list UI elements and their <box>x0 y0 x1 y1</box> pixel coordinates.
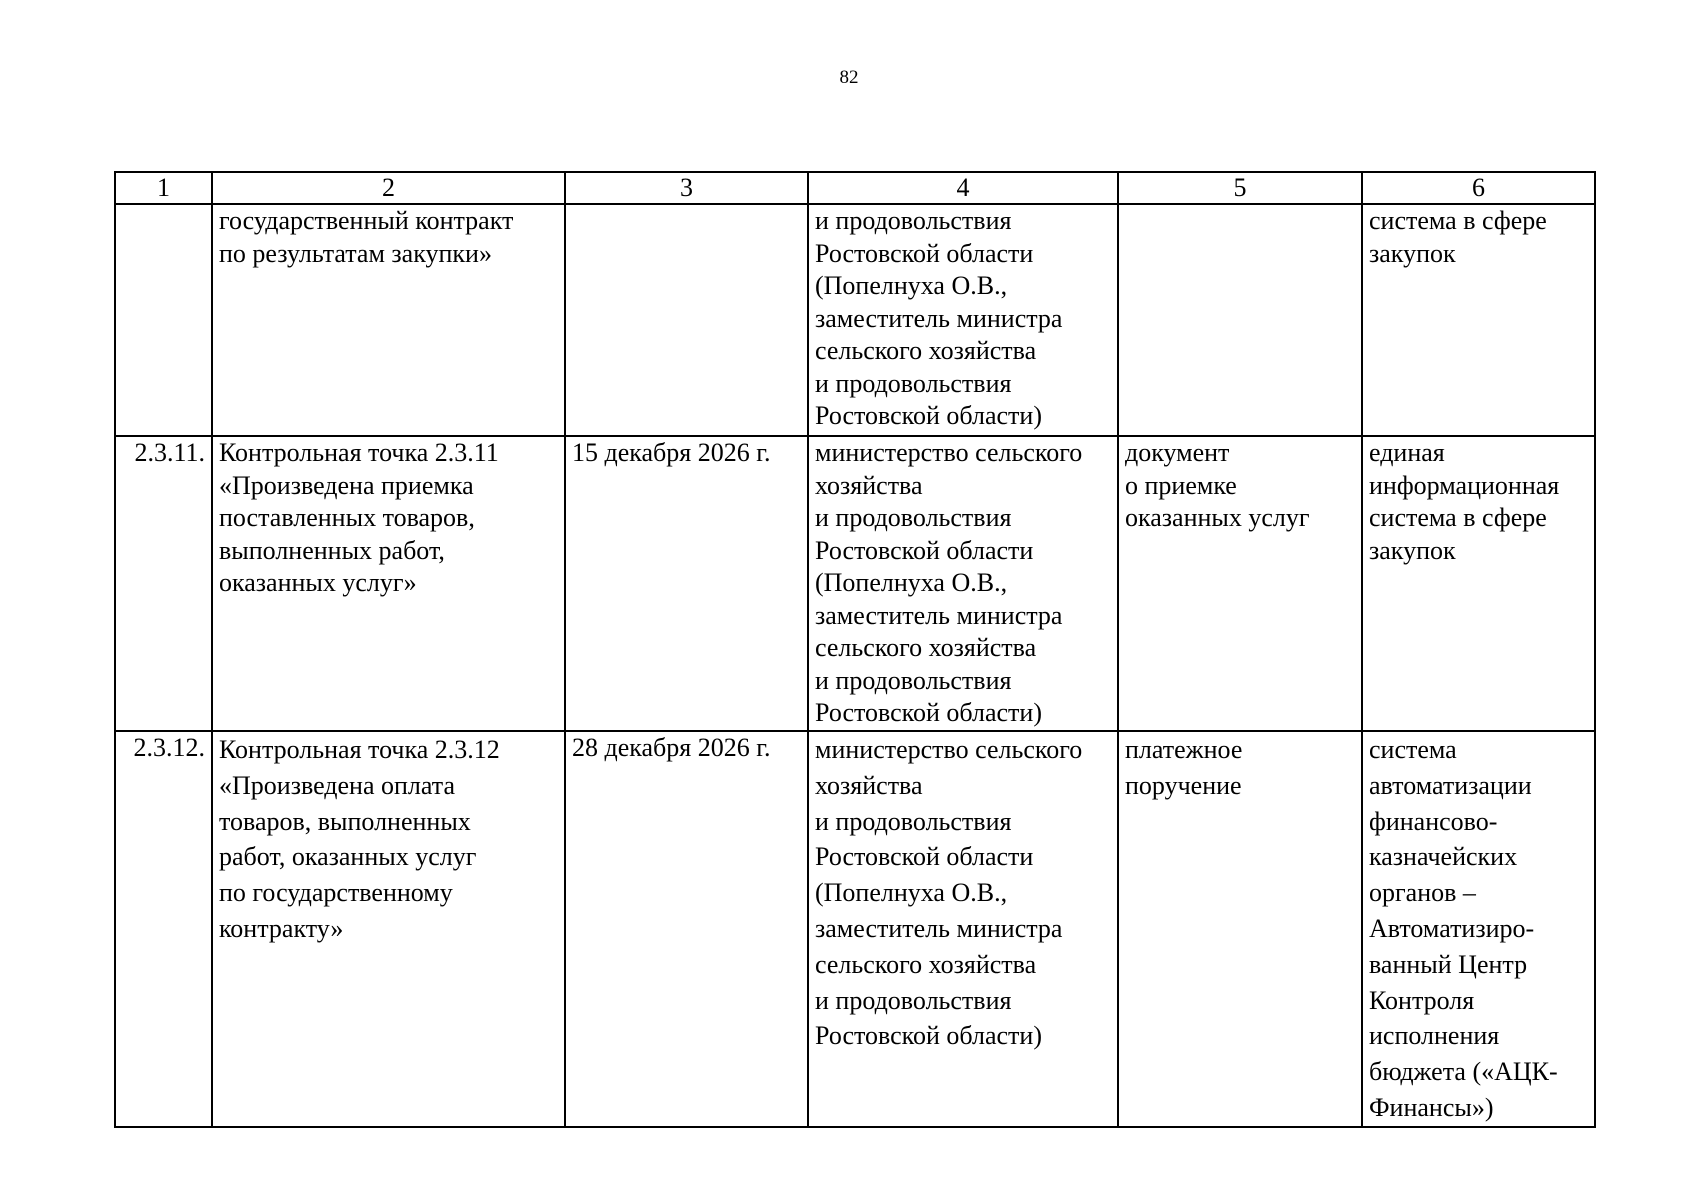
plan-table <box>114 171 1596 1128</box>
cell-date <box>565 204 808 436</box>
cell-date: 28 декабря 2026 г. <box>565 731 808 1127</box>
cell-name: государственный контракт по результатам закупки» <box>212 204 565 436</box>
cell-responsible: министерство сельского хозяйства и продовольствия Ростовской области (Попелнуха О.В., заместитель министра сельского хозяйства и продовольствия Ростовской области) <box>808 731 1118 1127</box>
cell-document <box>1118 204 1362 436</box>
cell-date: 15 декабря 2026 г. <box>565 436 808 731</box>
cell-responsible: и продовольствия Ростовской области (Попелнуха О.В., заместитель министра сельского хозяйства и продовольствия Ростовской области) <box>808 204 1118 436</box>
header-cell-5: 5 <box>1118 172 1362 204</box>
cell-responsible: министерство сельского хозяйства и продовольствия Ростовской области (Попелнуха О.В., заместитель министра сельского хозяйства и продовольствия Ростовской области) <box>808 436 1118 731</box>
cell-system: система автоматизации финансово- казначейских органов – Автоматизиро- ванный Центр Контроля исполнения бюджета («АЦК- Финансы») <box>1362 731 1595 1127</box>
header-cell-3: 3 <box>565 172 808 204</box>
cell-system: система в сфере закупок <box>1362 204 1595 436</box>
header-cell-6: 6 <box>1362 172 1595 204</box>
cell-name: Контрольная точка 2.3.12 «Произведена оплата товаров, выполненных работ, оказанных услуг по государственному контракту» <box>212 731 565 1127</box>
cell-document: платежное поручение <box>1118 731 1362 1127</box>
cell-number <box>115 204 212 436</box>
table-row <box>115 731 1595 1127</box>
table-row <box>115 436 1595 731</box>
header-cell-2: 2 <box>212 172 565 204</box>
page-number: 82 <box>839 67 859 88</box>
cell-document: документ о приемке оказанных услуг <box>1118 436 1362 731</box>
table-row <box>115 204 1595 436</box>
cell-number: 2.3.12. <box>115 731 212 1127</box>
cell-number: 2.3.11. <box>115 436 212 731</box>
cell-name: Контрольная точка 2.3.11 «Произведена приемка поставленных товаров, выполненных работ, оказанных услуг» <box>212 436 565 731</box>
header-cell-4: 4 <box>808 172 1118 204</box>
header-cell-1: 1 <box>115 172 212 204</box>
cell-system: единая информационная система в сфере закупок <box>1362 436 1595 731</box>
table-header-row <box>115 172 1595 204</box>
